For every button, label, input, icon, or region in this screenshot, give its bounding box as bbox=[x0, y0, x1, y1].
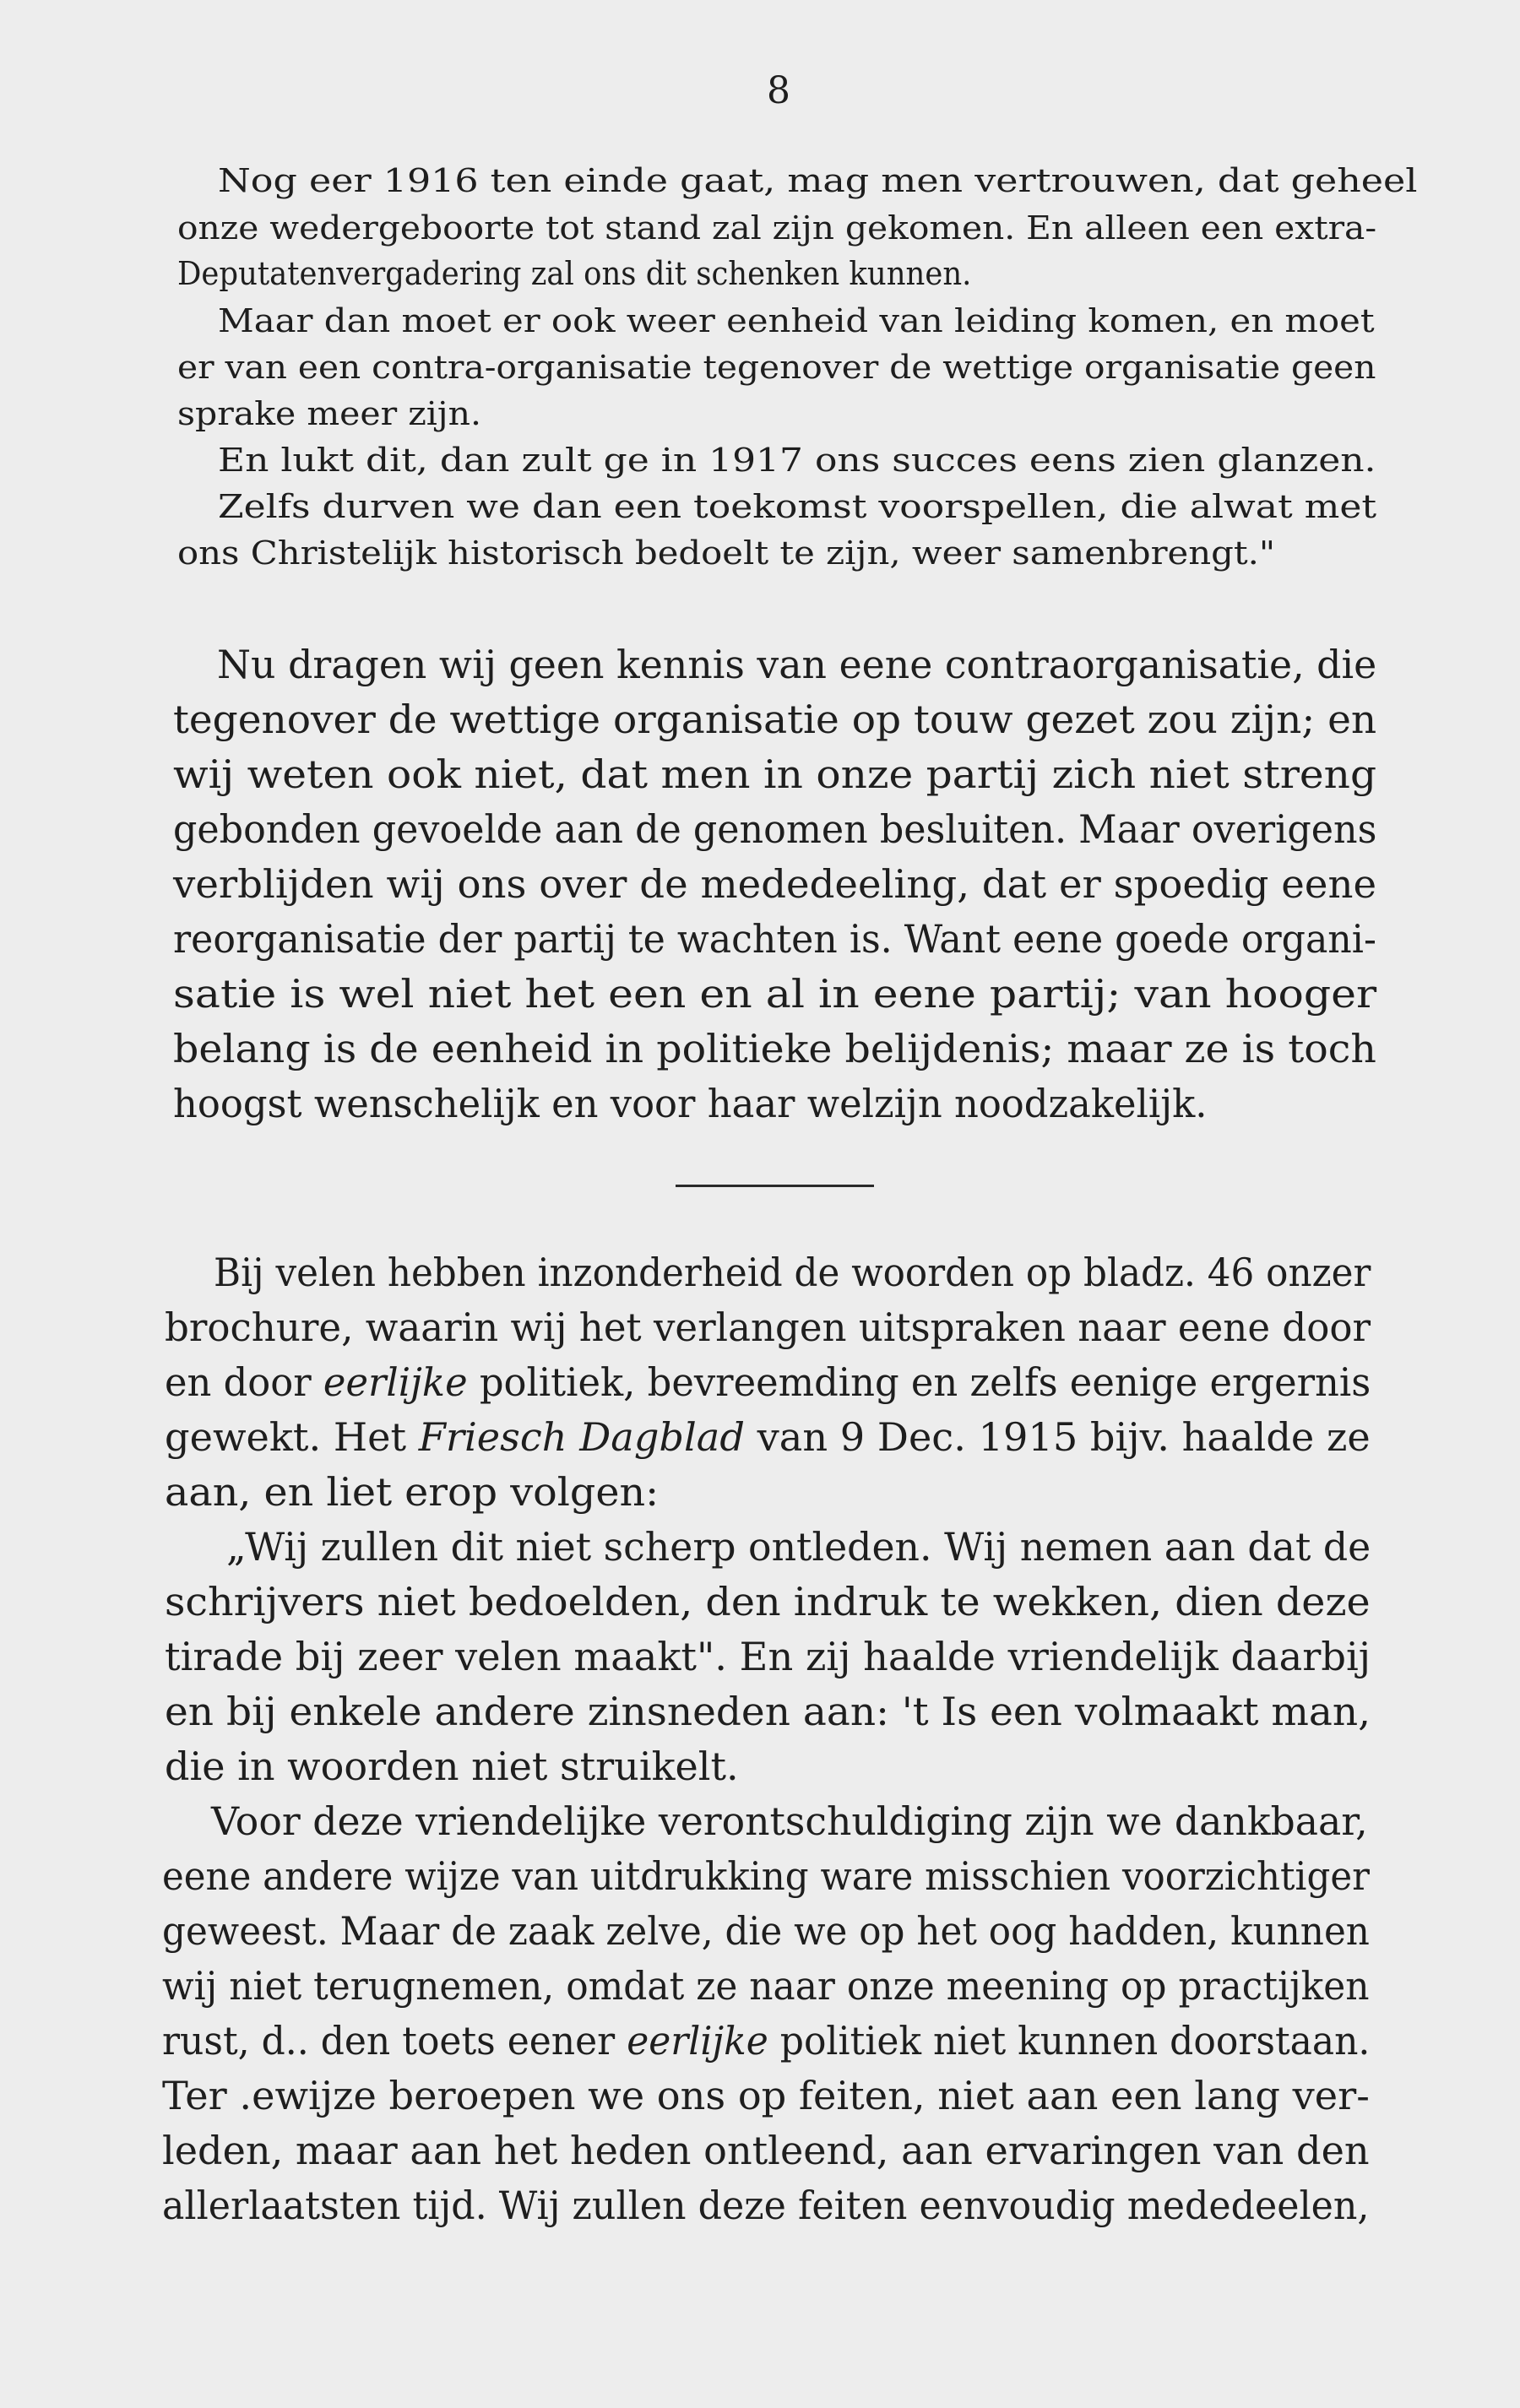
text-line: verblijden wij ons over de mededeeling, dat er spoedig eene bbox=[173, 861, 1377, 907]
emphasis-text: eerlijke bbox=[627, 2018, 768, 2064]
text-line: hoogst wenschelijk en voor haar welzijn noodzakelijk. bbox=[173, 1081, 1208, 1126]
quote-line: En lukt dit, dan zult ge in 1917 ons succes eens zien glanzen. bbox=[218, 442, 1376, 479]
text-line: allerlaatsten tijd. Wij zullen deze feiten eenvoudig mededeelen, bbox=[162, 2183, 1370, 2228]
text-segment: gewekt. Het bbox=[165, 1414, 419, 1460]
quote-line: ons Christelijk historisch bedoelt te zijn, weer samenbrengt." bbox=[177, 534, 1276, 572]
text-segment: en door bbox=[165, 1359, 323, 1405]
quote-line: onze wedergeboorte tot stand zal zijn gekomen. En alleen een extra- bbox=[177, 209, 1377, 247]
text-line: belang is de eenheid in politieke belijdenis; maar ze is toch bbox=[173, 1026, 1376, 1071]
emphasis-text: eerlijke bbox=[323, 1359, 468, 1405]
text-line: Nu dragen wij geen kennis van eene contraorganisatie, die bbox=[217, 642, 1377, 687]
text-segment: politiek, bevreemding en zelfs eenige ergernis bbox=[467, 1359, 1371, 1405]
text-segment: politiek niet kunnen doorstaan. bbox=[768, 2018, 1371, 2064]
text-line: tirade bij zeer velen maakt". En zij haalde vriendelijk daarbij bbox=[165, 1634, 1371, 1679]
text-line: Bij velen hebben inzonderheid de woorden op bladz. 46 onzer bbox=[214, 1250, 1371, 1295]
text-line bbox=[162, 2018, 1370, 2064]
quote-line: sprake meer zijn. bbox=[177, 395, 482, 432]
text-line: reorganisatie der partij te wachten is. Want eene goede organi- bbox=[173, 916, 1376, 962]
text-line: leden, maar aan het heden ontleend, aan ervaringen van den bbox=[162, 2128, 1370, 2173]
text-line: Voor deze vriendelijke verontschuldiging zijn we dankbaar, bbox=[211, 1798, 1368, 1844]
page-number: 8 bbox=[767, 69, 790, 112]
text-line: geweest. Maar de zaak zelve, die we op het oog hadden, kunnen bbox=[162, 1908, 1370, 1954]
text-line: wij niet terugnemen, omdat ze naar onze meening op practijken bbox=[162, 1963, 1370, 2009]
text-line: brochure, waarin wij het verlangen uitspraken naar eene door bbox=[165, 1304, 1371, 1350]
text-line: schrijvers niet bedoelden, den indruk te wekken, dien deze bbox=[165, 1579, 1371, 1624]
text-segment: rust, d.. den toets eener bbox=[162, 2018, 627, 2064]
text-line: „Wij zullen dit niet scherp ontleden. Wij nemen aan dat de bbox=[226, 1524, 1371, 1570]
paragraph-verontschuldiging bbox=[162, 0, 1378, 2280]
text-line: en bij enkele andere zinsneden aan: 't Is een volmaakt man, bbox=[165, 1689, 1371, 1734]
text-line: gebonden gevoelde aan de genomen besluiten. Maar overigens bbox=[173, 806, 1377, 852]
text-line: satie is wel niet het een en al in eene partij; van hooger bbox=[173, 971, 1377, 1017]
text-line: die in woorden niet struikelt. bbox=[165, 1744, 739, 1789]
text-line: eene andere wijze van uitdrukking ware misschien voorzichtiger bbox=[162, 1853, 1370, 1899]
quote-line: Nog eer 1916 ten einde gaat, mag men vertrouwen, dat geheel bbox=[218, 162, 1418, 199]
emphasis-text: Friesch Dagblad bbox=[418, 1414, 745, 1460]
quote-line: er van een contra-organisatie tegenover de wettige organisatie geen bbox=[177, 349, 1376, 386]
quote-line: Deputatenvergadering zal ons dit schenken kunnen. bbox=[177, 255, 972, 292]
text-segment: van 9 Dec. 1915 bijv. haalde ze bbox=[744, 1414, 1371, 1460]
quote-line: Zelfs durven we dan een toekomst voorspellen, die alwat met bbox=[218, 488, 1377, 525]
text-line: wij weten ook niet, dat men in onze partij zich niet streng bbox=[173, 751, 1377, 797]
quote-line: Maar dan moet er ook weer eenheid van leiding komen, en moet bbox=[218, 302, 1375, 339]
text-line: tegenover de wettige organisatie op touw gezet zou zijn; en bbox=[173, 697, 1377, 742]
text-line: Ter .ewijze beroepen we ons op feiten, niet aan een lang ver- bbox=[162, 2073, 1370, 2118]
text-line: aan, en liet erop volgen: bbox=[165, 1469, 660, 1515]
